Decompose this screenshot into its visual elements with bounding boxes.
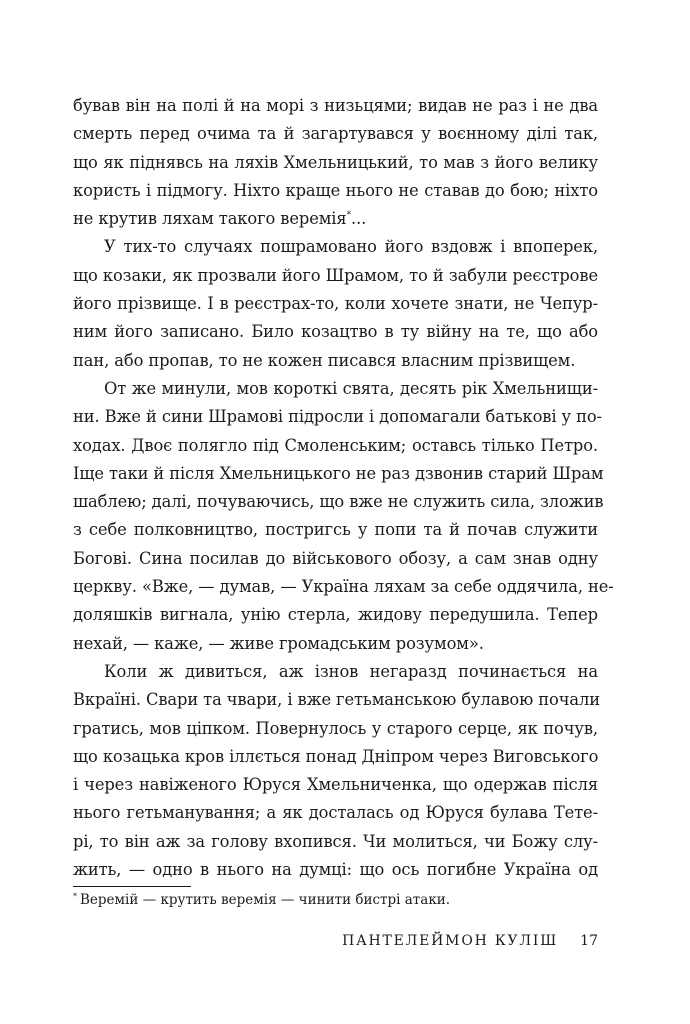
paragraph-start-line: Коли ж дивиться, аж ізнов негаразд починається на [104, 661, 598, 681]
text-line: ходах. Двоє полягло під Смоленським; оставсь тілько Петро. [73, 435, 598, 455]
paragraph-start-line: От же минули, мов короткі свята, десять рік Хмельнищи- [104, 378, 598, 398]
text-line: смерть перед очима та й загартувався у воєнному ділі так, [73, 124, 598, 144]
text-line: бував він на полі й на морі з низьцями; видав не раз і не два [73, 96, 598, 115]
paragraph-start-line: У тих-то случаях пошрамовано його вздовж і впоперек, [104, 237, 598, 257]
text-line: і через навіженого Юруся Хмельниченка, що одержав після [73, 775, 598, 795]
running-footer [0, 931, 598, 951]
text-line: Богові. Сина посилав до військового обозу, а сам знав одну [73, 548, 598, 568]
footnote-text: Веремій — крутить веремія — чинити бистрі атаки. [80, 892, 451, 908]
text-line-content: не крутив ляхам такого веремія [73, 209, 347, 229]
text-line: що козацька кров іллється понад Дніпром через Виговського [73, 746, 599, 766]
text-line: гратись, мов ціпком. Повернулось у старого серце, як почув, [73, 718, 598, 738]
text-line: доляшків вигнала, унію стерла, жидову передушила. Тепер [73, 605, 598, 625]
footnote-reference[interactable]: * [346, 210, 351, 221]
text-line: його прізвище. І в реєстрах-то, коли хочете знати, не Чепур- [73, 294, 598, 314]
text-line: жить, — одно в нього на думці: що ось погибне Україна од [73, 860, 598, 880]
text-line: ним його записано. Било козацтво в ту війну на те, що або [73, 322, 598, 342]
text-line [73, 205, 598, 233]
text-line: Вкраїні. Свари та чвари, і вже гетьманською булавою почали [73, 690, 600, 710]
text-line: нього гетьманування; а як досталась од Юруся булава Тете- [73, 803, 598, 823]
footnote-divider [73, 886, 191, 887]
footnote-marker: * [73, 891, 77, 901]
text-line: пан, або пропав, то не кожен писався власним прізвищем. [73, 350, 576, 370]
text-line: шаблею; далі, почуваючись, що вже не служить сила, зложив [73, 492, 604, 512]
text-line: нехай, — каже, — живе громадським розумом». [73, 633, 484, 653]
text-line: рі, то він аж за голову вхопився. Чи молиться, чи Божу слу- [73, 831, 598, 851]
text-line: ни. Вже й сини Шрамові підросли і допомагали батькові у по- [73, 407, 602, 427]
body-text [73, 92, 614, 884]
text-line: що як піднявсь на ляхів Хмельницький, то мав з його велику [73, 152, 598, 172]
text-line: користь і підмогу. Ніхто краще нього не ставав до бою; ніхто [73, 180, 598, 200]
text-line: з себе полковництво, постригсь у попи та й почав служити [73, 520, 598, 540]
text-line: церкву. «Вже, — думав, — Україна ляхам за себе оддячила, не- [73, 577, 614, 597]
footer-author: ПАНТЕЛЕЙМОН КУЛІШ [342, 933, 558, 949]
text-line: Іще таки й після Хмельницького не раз дзвонив старий Шрам [73, 463, 604, 483]
text-line: що козаки, як прозвали його Шрамом, то й забули реєстрове [73, 265, 598, 285]
text-line-tail: ... [351, 209, 367, 229]
footnote [73, 891, 450, 909]
page-number: 17 [580, 933, 598, 949]
